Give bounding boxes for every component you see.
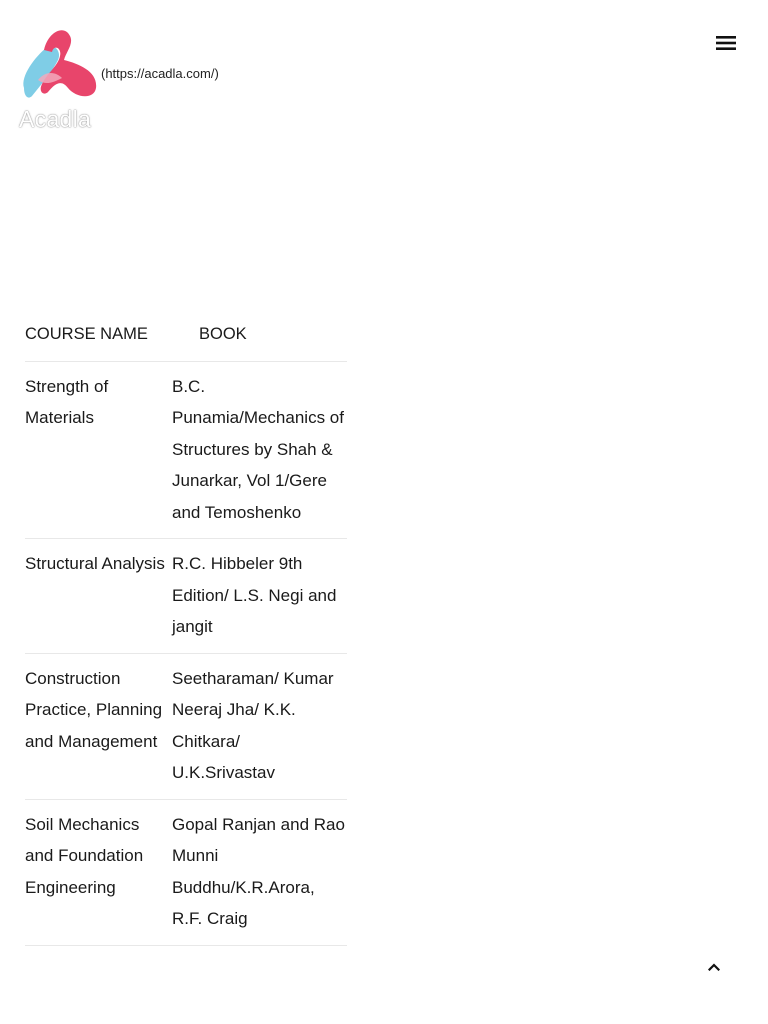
course-cell: Structural Analysis [25, 539, 172, 654]
hamburger-menu-icon [716, 35, 736, 51]
book-cell: B.C. Punamia/Mechanics of Structures by Shah & Junarkar, Vol 1/Gere and Temoshenko [172, 361, 347, 539]
book-cell: R.C. Hibbeler 9th Edition/ L.S. Negi and jangit [172, 539, 347, 654]
acadla-logo-icon [18, 26, 98, 100]
course-cell: Soil Mechanics and Foundation Engineering [25, 799, 172, 945]
logo-wordmark: Acadla [19, 106, 92, 132]
column-header-book: BOOK [172, 312, 347, 361]
table-row [25, 799, 347, 945]
course-book-table [25, 312, 347, 946]
logo-link[interactable] [18, 26, 219, 100]
book-cell: Seetharaman/ Kumar Neeraj Jha/ K.K. Chitkara/ U.K.Srivastav [172, 653, 347, 799]
chevron-up-icon [708, 963, 720, 971]
table-row [25, 653, 347, 799]
course-cell: Strength of Materials [25, 361, 172, 539]
table-row [25, 361, 347, 539]
menu-button[interactable] [713, 30, 739, 56]
course-cell: Construction Practice, Planning and Management [25, 653, 172, 799]
book-cell: Gopal Ranjan and Rao Munni Buddhu/K.R.Arora, R.F. Craig [172, 799, 347, 945]
site-header [0, 0, 768, 150]
logo-url-text: (https://acadla.com/) [101, 66, 219, 81]
scroll-to-top-button[interactable] [703, 956, 725, 978]
table-row [25, 539, 347, 654]
column-header-course: COURSE NAME [25, 312, 172, 361]
table-header-row [25, 312, 347, 361]
